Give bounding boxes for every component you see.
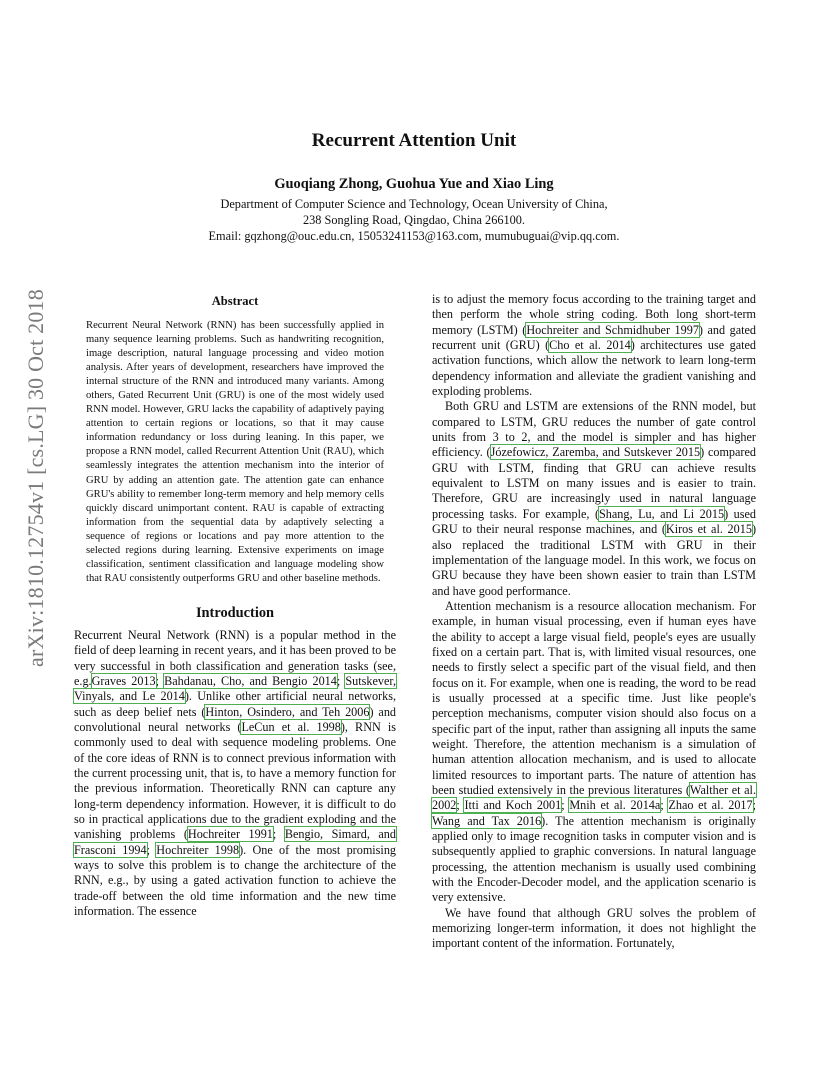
citation-link[interactable]: LeCun et al. 1998 [241,719,341,734]
introduction-heading: Introduction [195,604,275,621]
affiliation-line-2: 238 Songling Road, Qingdao, China 266100. [302,213,526,227]
text-run: ) also replaced the traditional LSTM with GRU in their implementation of the language model. In this work, we focus on GRU because they have been shown easier to train than LSTM and have good performance. [432,522,756,598]
left-column [74,292,396,919]
intro-paragraph-5 [432,906,756,952]
citation-link[interactable]: Shang, Lu, and Li 2015 [599,506,725,521]
abstract-heading: Abstract [211,294,259,308]
text-run: We have found that although GRU solves the problem of memorizing longer-term information, it does not highlight the important content of the information. Fortunately, [432,905,756,951]
citation-link[interactable]: Hochreiter 1991 [187,827,273,842]
citation-link[interactable]: Graves 2013 [91,673,156,688]
citation-link[interactable]: Itti and Koch 2001 [464,798,562,813]
text-run: ). Unlike other artificial neural networks, such as deep belief nets ( [74,689,396,719]
citation-link[interactable]: Zhao et al. 2017 [668,798,753,813]
arxiv-sidebar [0,0,60,1072]
citation-link[interactable]: Sutskever, Vinyals, and Le 2014 [74,673,396,704]
citation-link[interactable]: Józefowicz, Zaremba, and Sutskever 2015 [490,445,701,460]
text-run: ). One of the most promising ways to solve this problem is to change the architecture of the RNN, e.g., by using a gated activation function to achieve the trade-off between the old time information and the new time information. The essence [74,842,397,919]
citation-link[interactable]: Hochreiter 1998 [156,842,240,857]
text-run: ; [561,798,570,813]
text-run: Attention mechanism is a resource allocation mechanism. For example, in human visual processing, even if human eyes have the ability to accept a large visual field, people's eyes are usually fixed on a certain part. That is, with limited visual resources, one needs to firstly select a specific part of the visual field, and then focus on it. For example, when one is reading, the word to be read is usually processed at a specific time. Just like people's perception mechanisms, computer vision should also focus on a specific part of the input, rather than assigning all inputs the same weight. Therefore, the attention mechanism is a simulation of human attention allocation mechanism, and is used to allocate limited resources to important parts. The nature of attention has been studied extensively in the previous literatures ( [432,598,756,797]
intro-paragraph-2 [432,292,756,399]
arxiv-identifier: arXiv:1810.12754v1 [cs.LG] 30 Oct 2018 [23,289,48,667]
citation-link[interactable]: Mnih et al. 2014a [569,798,661,813]
intro-paragraph-4 [432,599,756,906]
paper-header [74,130,754,244]
text-run: ) and gated recurrent unit (GRU) ( [432,322,756,353]
paper-authors: Guoqiang Zhong, Guohua Yue and Xiao Ling [274,176,554,192]
intro-paragraph-1 [74,628,396,920]
text-run: ) and convolutional neural networks ( [74,704,397,734]
text-run: ; [146,842,157,857]
text-run: ) architectures use gated activation functions, which allow the network to learn long-term dependency information and alleviate the gradient vanishing and exploding problems. [432,338,756,399]
abstract-text: Recurrent Neural Network (RNN) has been successfully applied in many sequence learning problems. Such as handwriting recognition, image description, natural language processing and video motion analysis. After years of development, researchers have improved the internal structure of the RNN and introduced many variants. Among others, Gated Recurrent Unit (GRU) is one of the most widely used RNN model. However, GRU lacks the capability of adaptively paying attention to certain regions or locations, so that it may cause information redundancy or loss during leaning. In this paper, we propose a RNN model, called Recurrent Attention Unit (RAU), which seamlessly integrates the attention mechanism into the interior of GRU by adding an attention gate. The attention gate can enhance GRU's ability to remember long-term memory and help memory cells quickly discard unimportant content. RAU is capable of extracting information from the sequential data by adaptively selecting a sequence of regions or locations and pay more attention to the selected regions during learning. Extensive experiments on image classification, sentiment classification and language modeling show that RAU consistently outperforms GRU and other baseline methods. [86,320,384,584]
text-run: ). The attention mechanism is originally applied only to image recognition tasks in computer vision and is subsequently applied to graphic conversions. In natural language processing, the attention mechanism is usually used combining with the Encoder-Decoder model, and the application scenario is very extensive. [432,813,756,905]
right-column [432,292,756,952]
text-run: is to adjust the memory focus according to the training target and then perform the whole string coding. Both long short-term memory (LSTM) ( [432,292,756,337]
text-run: ; [456,798,465,813]
text-run: ) used GRU to their neural response machines, and ( [432,506,756,537]
citation-link[interactable]: Wang and Tax 2016 [432,813,542,828]
paper-title: Recurrent Attention Unit [311,130,517,151]
text-run: ; [155,673,165,688]
text-run: Recurrent Neural Network (RNN) is a popular method in the field of deep learning in recent years, and it has been proved to be very successful in both classification and generation tasks (see, e.g. [74,627,396,688]
citation-link[interactable]: Kiros et al. 2015 [665,522,752,537]
citation-link[interactable]: Bahdanau, Cho, and Bengio 2014 [164,673,337,688]
intro-paragraph-3 [432,399,756,598]
citation-link[interactable]: Cho et al. 2014 [549,338,631,353]
text-run: ; [272,827,285,842]
text-run: ; [336,673,346,688]
author-emails: Email: gqzhong@ouc.edu.cn, 15053241153@163.com, mumubuguai@vip.qq.com. [208,229,620,243]
citation-link[interactable]: Walther et al. 2002 [432,783,756,813]
affiliation-line-1: Department of Computer Science and Technology, Ocean University of China, [220,197,608,211]
citation-link[interactable]: Hinton, Osindero, and Teh 2006 [205,704,370,719]
text-run: ; [752,798,757,813]
text-run: ) compared GRU with LSTM, finding that GRU can achieve results equivalent to LSTM on many issues and is easier to train. Therefore, GRU are increasingly used in natural language processing tasks. For example, ( [432,445,756,521]
citation-link[interactable]: Hochreiter and Schmidhuber 1997 [526,322,699,337]
citation-link[interactable]: Bengio, Simard, and Frasconi 1994 [74,827,396,857]
text-run: Both GRU and LSTM are extensions of the RNN model, but compared to LSTM, GRU reduces the number of gate control units from 3 to 2, and the model is simpler and has higher efficiency. ( [432,399,756,460]
text-run: ), RNN is commonly used to deal with sequence modeling problems. One of the core ideas of RNN is to connect previous information with the current processing unit, that is, to have a memory function for the previous information. Theoretically RNN can capture any long-term dependency information. However, it is difficult to do so in practical applications due to the gradient exploding and the vanishing problems ( [74,719,396,842]
text-run: ; [660,798,669,813]
